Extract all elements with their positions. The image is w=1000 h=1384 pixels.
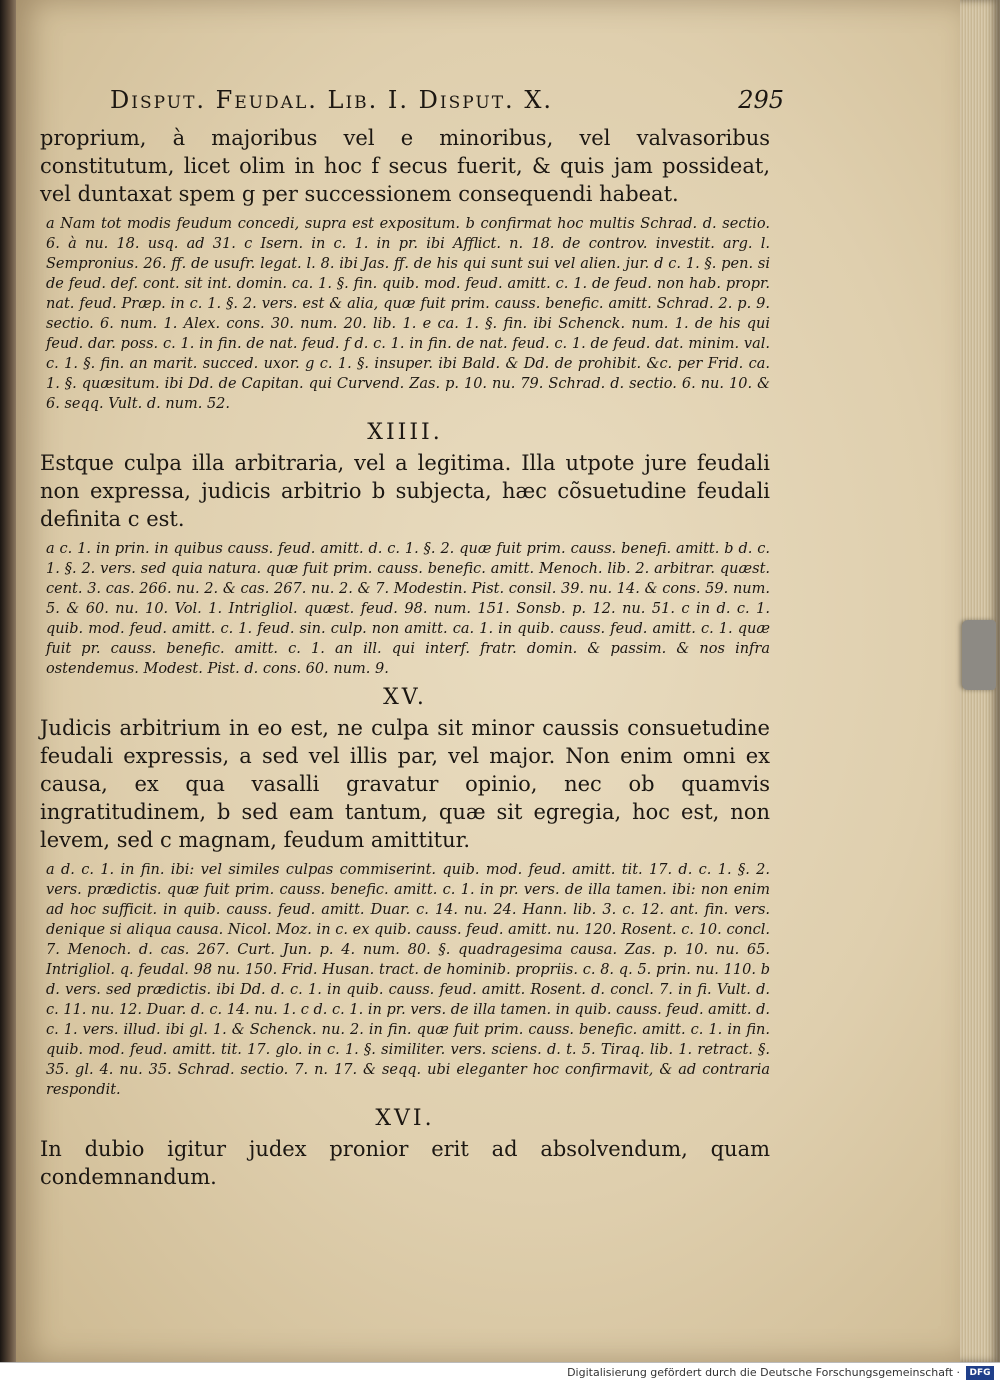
- paragraph-xvi: In dubio igitur judex pronior erit ad absolvendum, quam condemnandum.: [40, 1137, 770, 1189]
- section-heading-xvi: XVI.: [375, 1106, 435, 1131]
- paragraph-continuation: proprium, à majoribus vel e minoribus, vel valvasoribus constitutum, licet olim in hoc f secus fuerit, & quis jam possideat, vel duntaxat spem g per successionem consequendi habeat.: [40, 126, 770, 206]
- footnote-block: a c. 1. in prin. in quibus causs. feud. amitt. d. c. 1. §. 2. quæ fuit prim. causs. benefi. amitt. b d. c. 1. §. 2. vers. sed quia natura. quæ fuit prim. causs. benefic. amitt. Menoch. lib. 2. arbitrar. quæst. cent. 3. cas. 266. nu. 2. & cas. 267. nu. 2. & 7. Modestin. Pist. consil. 39. nu. 14. & cons. 59. num. 5. & 60. nu. 10. Vol. 1. Intrigliol. quæst. feud. 98. num. 151. Sonsb. p. 12. nu. 51. c in d. c. 1. quib. mod. feud. amitt. c. 1. feud. sin. culp. non amitt. ca. 1. in quib. causs. feud. amitt. c. 1. quæ fuit pr. causs. benefic. amitt. c. 1. an ill. qui interf. fratr. domin. & passim. & nos infra ostendemus. Modest. Pist. d. cons. 60. num. 9.: [46, 541, 770, 677]
- page-number: 295: [738, 86, 784, 114]
- footnote-block: a d. c. 1. in fin. ibi: vel similes culpas commiserint. quib. mod. feud. amitt. tit. 17. d. c. 1. §. 2. vers. prædictis. quæ fuit prim. causs. benefic. amitt. c. 1. in pr. vers. de illa tamen. ibi: non enim ad hoc sufficit. in quib. causs. feud. amitt. Duar. c. 14. nu. 24. Hann. lib. 3. c. 12. ant. fin. vers. denique si aliqua causa. Nicol. Moz. in c. ex quib. causs. feud. amitt. nu. 120. Rosent. c. 10. concl. 7. Menoch. d. cas. 267. Curt. Jun. p. 4. num. 80. §. quadragesima causa. Zas. p. 10. nu. 65. Intrigliol. q. feudal. 98 nu. 150. Frid. Husan. tract. de hominib. propriis. c. 8. q. 5. prin. nu. 110. b d. vers. sed prædictis. ibi Dd. d. c. 1. in quib. causs. feud. amitt. Rosent. d. concl. 7. in fi. Vult. d. c. 11. nu. 12. Duar. d. c. 14. nu. 1. c d. c. 1. in pr. vers. de illa tamen. in quib. causs. feud. amitt. d. c. 1. vers. illud. ibi gl. 1. & Schenck. nu. 2. in fin. quæ fuit prim. causs. benefic. amitt. c. 1. in fin. quib. mod. feud. amitt. tit. 17. glo. in c. 1. §. similiter. vers. sciens. d. t. 5. Tiraq. lib. 1. retract. §. 35. gl. 4. nu. 35. Schrad. sectio. 7. n. 17. & seqq. ubi eleganter hoc confirmavit, & ad contraria respondit.: [46, 862, 770, 1098]
- section-heading-xv: XV.: [383, 685, 427, 710]
- paragraph-xv: Judicis arbitrium in eo est, ne culpa sit minor caussis consuetudine feudali expressis, a sed vel illis par, vel major. Non enim omni ex causa, ex qua vasalli gravatur opinio, nec ob quamvis ingratitudinem, b sed eam tantum, quæ sit egregia, hoc est, non levem, sed c magnam, feudum amittitur.: [40, 716, 770, 852]
- funding-credit: Digitalisierung gefördert durch die Deutsche Forschungsgemeinschaft ·: [567, 1366, 960, 1379]
- page-content: [40, 80, 784, 1191]
- dfg-logo: DFG: [966, 1366, 994, 1380]
- footer-bar: [0, 1362, 1000, 1384]
- paragraph-xiiii: Estque culpa illa arbitraria, vel a legitima. Illa utpote jure feudali non expressa, judicis arbitrio b subjecta, hæc cõsuetudine feudali definita c est.: [40, 451, 770, 531]
- section-heading-xiiii: XIIII.: [367, 420, 443, 445]
- clip-tab: [962, 620, 996, 690]
- running-head: [40, 80, 784, 124]
- running-head-title: Disput. Feudal. Lib. I. Disput. X.: [110, 86, 554, 114]
- binding-edge: [0, 0, 16, 1362]
- footnote-block: a Nam tot modis feudum concedi, supra est expositum. b confirmat hoc multis Schrad. d. sectio. 6. à nu. 18. usq. ad 31. c Isern. in c. 1. in pr. ibi Afflict. n. 18. de controv. investit. arg. l. Sempronius. 26. ff. de usufr. legat. l. 8. ibi Jas. ff. de his qui sunt sui vel alien. jur. d c. 1. §. pen. si de feud. def. cont. sit int. domin. ca. 1. §. fin. quib. mod. feud. amitt. c. 1. de feud. non hab. propr. nat. feud. Præp. in c. 1. §. 2. vers. est & alia, quæ fuit prim. causs. benefic. amitt. Schrad. 2. p. 9. sectio. 6. num. 1. Alex. cons. 30. num. 20. lib. 1. e ca. 1. §. fin. ibi Schenck. num. 1. de his qui feud. dar. poss. c. 1. in fin. de nat. feud. f d. c. 1. in fin. de nat. feud. c. 1. de feud. dat. minim. val. c. 1. §. fin. an marit. succed. uxor. g c. 1. §. insuper. ibi Bald. & Dd. de prohibit. &c. per Frid. ca. 1. §. quæsitum. ibi Dd. de Capitan. qui Curvend. Zas. p. 10. nu. 79. Schrad. d. sectio. 6. nu. 10. & 6. seqq. Vult. d. num. 52.: [46, 216, 770, 412]
